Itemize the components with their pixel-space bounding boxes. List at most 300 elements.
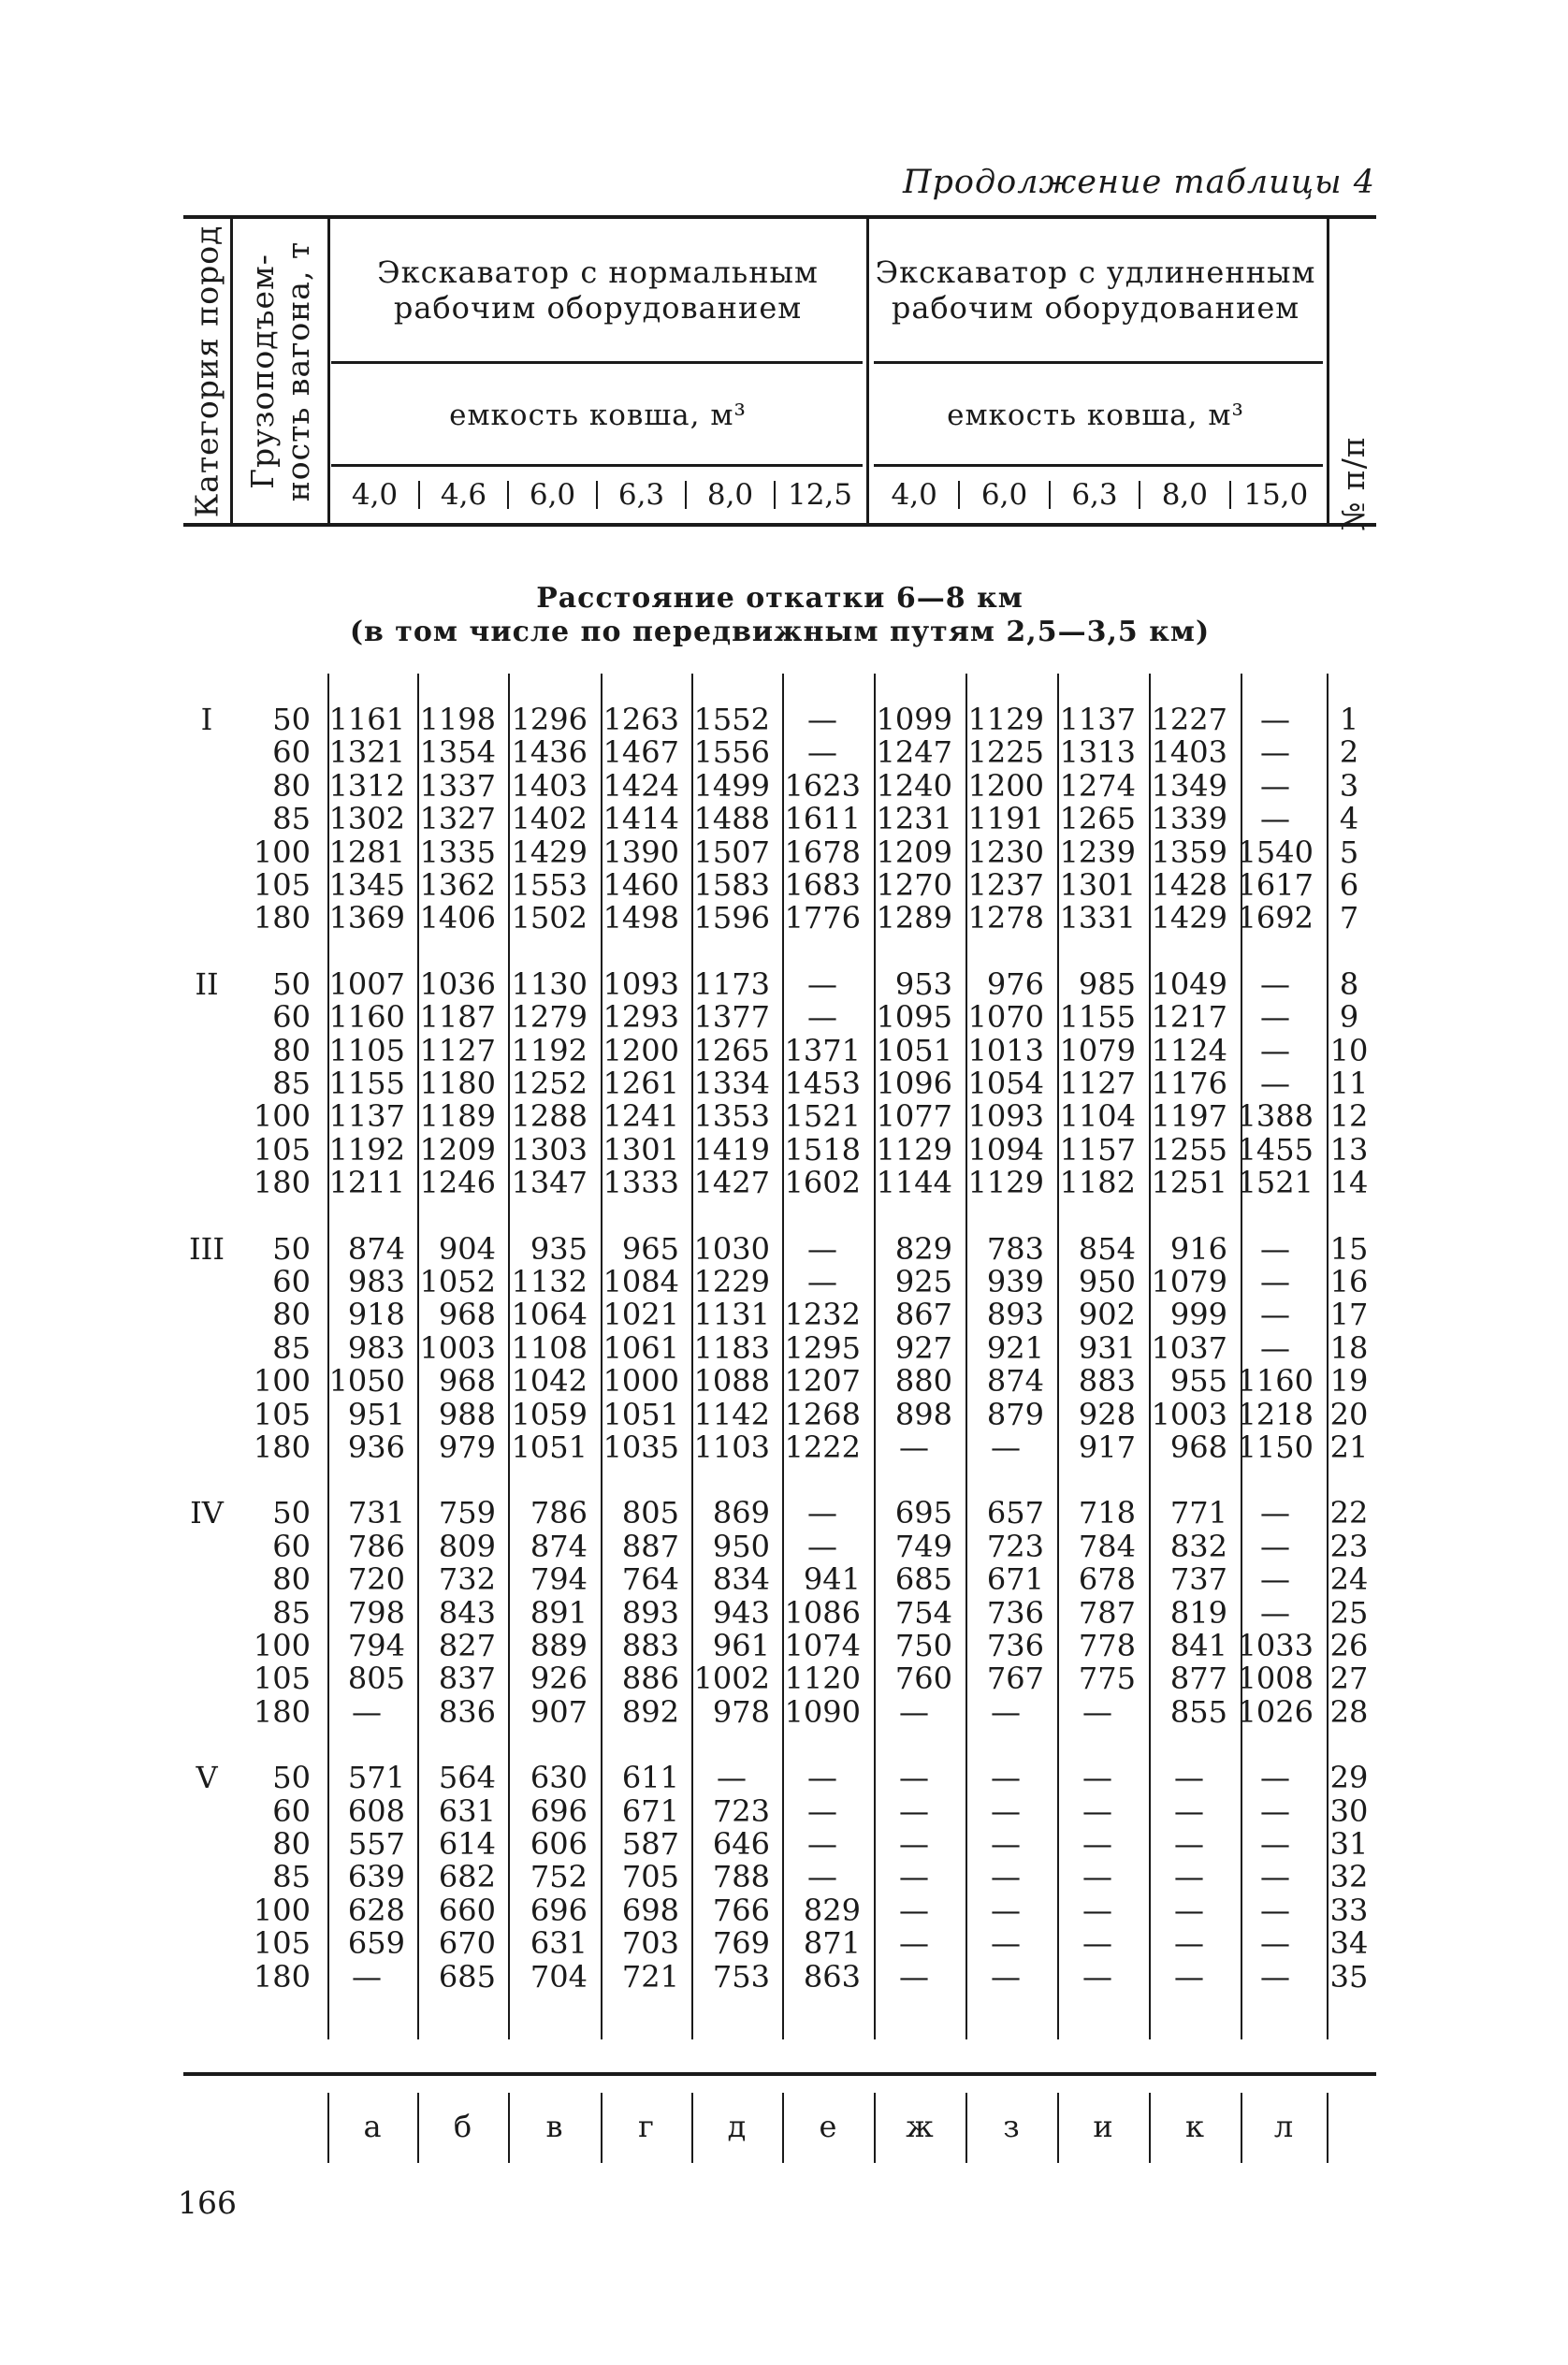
value-cell: 736 bbox=[986, 1594, 1044, 1631]
value-cell: — bbox=[1260, 801, 1290, 837]
value-cell: 639 bbox=[347, 1859, 405, 1895]
value-cell: 1295 bbox=[784, 1329, 861, 1366]
bucket-sizes-extended bbox=[870, 472, 1321, 518]
value-cell: 1453 bbox=[784, 1066, 861, 1101]
value-cell: 1349 bbox=[1151, 767, 1227, 804]
bucket-size: 4,6 bbox=[440, 478, 487, 512]
value-cell: 1678 bbox=[784, 834, 861, 870]
value-cell: 1455 bbox=[1237, 1131, 1314, 1168]
value-cell: 926 bbox=[530, 1661, 588, 1697]
value-cell: 1093 bbox=[603, 965, 679, 1002]
value-cell: 1099 bbox=[876, 702, 952, 737]
value-cell: 1222 bbox=[784, 1429, 861, 1465]
value-cell: 1173 bbox=[693, 965, 770, 1002]
value-cell: 1142 bbox=[693, 1396, 770, 1432]
value-cell: 1070 bbox=[967, 999, 1044, 1036]
value-cell: 685 bbox=[438, 1958, 496, 1995]
bucket-caption-extended: емкость ковша, м³ bbox=[947, 399, 1244, 432]
value-cell: — bbox=[991, 1429, 1021, 1465]
row-number: 20 bbox=[1329, 1396, 1369, 1432]
value-cell: 898 bbox=[894, 1396, 952, 1432]
value-cell: 1403 bbox=[1151, 734, 1227, 771]
value-cell: — bbox=[717, 1760, 747, 1796]
value-cell: 1507 bbox=[693, 834, 770, 870]
value-cell: 1127 bbox=[1059, 1066, 1136, 1101]
value-cell: 1051 bbox=[603, 1396, 679, 1432]
value-cell: 1225 bbox=[967, 734, 1044, 771]
capacity-cell: 85 bbox=[272, 1329, 311, 1366]
value-cell: 1200 bbox=[967, 767, 1044, 804]
value-cell: 1144 bbox=[876, 1165, 952, 1201]
value-cell: 854 bbox=[1078, 1230, 1136, 1267]
value-cell: 1108 bbox=[511, 1329, 588, 1366]
value-cell: 685 bbox=[894, 1561, 952, 1598]
value-cell: 1182 bbox=[1059, 1165, 1136, 1201]
value-cell: 1247 bbox=[876, 734, 952, 771]
value-cell: — bbox=[1174, 1792, 1204, 1829]
value-cell: 925 bbox=[894, 1264, 952, 1299]
value-cell: 1521 bbox=[784, 1098, 861, 1135]
value-cell: 1428 bbox=[1151, 867, 1227, 903]
row-number: 13 bbox=[1329, 1131, 1369, 1168]
value-cell: 1079 bbox=[1151, 1264, 1227, 1299]
value-cell: 1155 bbox=[1059, 999, 1136, 1036]
value-cell: 787 bbox=[1078, 1594, 1136, 1631]
value-cell: 1209 bbox=[876, 834, 952, 870]
value-cell: 983 bbox=[347, 1264, 405, 1299]
capacity-cell: 50 bbox=[272, 702, 311, 737]
value-cell: 794 bbox=[347, 1628, 405, 1663]
value-cell: 1129 bbox=[967, 702, 1044, 737]
value-cell: — bbox=[899, 1892, 929, 1928]
value-cell: 771 bbox=[1169, 1495, 1227, 1531]
value-cell: 671 bbox=[986, 1561, 1044, 1598]
value-cell: — bbox=[1260, 1528, 1290, 1564]
value-cell: 1026 bbox=[1237, 1693, 1314, 1730]
value-cell: — bbox=[1174, 1925, 1204, 1962]
value-cell: 1337 bbox=[419, 767, 496, 804]
value-cell: 1293 bbox=[603, 999, 679, 1036]
value-cell: — bbox=[807, 1528, 837, 1564]
capacity-cell: 105 bbox=[253, 1925, 311, 1962]
value-cell: 1033 bbox=[1237, 1628, 1314, 1663]
value-cell: 721 bbox=[621, 1958, 679, 1995]
value-cell: — bbox=[1260, 1230, 1290, 1267]
value-cell: 753 bbox=[712, 1958, 770, 1995]
value-cell: — bbox=[1260, 1032, 1290, 1068]
value-cell: — bbox=[807, 702, 837, 737]
value-cell: 1339 bbox=[1151, 801, 1227, 837]
value-cell: 1217 bbox=[1151, 999, 1227, 1036]
row-number: 19 bbox=[1329, 1363, 1369, 1400]
column-letter: л bbox=[1273, 2109, 1294, 2144]
value-cell: — bbox=[1260, 1297, 1290, 1333]
row-number: 23 bbox=[1329, 1528, 1369, 1564]
value-cell: 1037 bbox=[1151, 1329, 1227, 1366]
value-cell: 1251 bbox=[1151, 1165, 1227, 1201]
value-cell: 671 bbox=[621, 1792, 679, 1829]
capacity-cell: 60 bbox=[272, 999, 311, 1036]
bucket-size: 12,5 bbox=[787, 478, 853, 512]
column-letters bbox=[183, 2072, 1376, 2165]
value-cell: 1499 bbox=[693, 767, 770, 804]
value-cell: 788 bbox=[712, 1859, 770, 1895]
value-cell: 760 bbox=[894, 1661, 952, 1697]
value-cell: 893 bbox=[621, 1594, 679, 1631]
value-cell: 874 bbox=[986, 1363, 1044, 1400]
category-label: I bbox=[200, 702, 213, 737]
value-cell: 1390 bbox=[603, 834, 679, 870]
value-cell: 891 bbox=[530, 1594, 588, 1631]
value-cell: — bbox=[807, 1859, 837, 1895]
bucket-sizes-normal bbox=[331, 472, 864, 518]
value-cell: 646 bbox=[712, 1826, 770, 1862]
value-cell: 1552 bbox=[693, 702, 770, 737]
value-cell: 978 bbox=[712, 1693, 770, 1730]
value-cell: — bbox=[899, 1760, 929, 1796]
value-cell: 1436 bbox=[511, 734, 588, 771]
value-cell: — bbox=[1260, 702, 1290, 737]
value-cell: 1623 bbox=[784, 767, 861, 804]
value-cell: 941 bbox=[803, 1561, 861, 1598]
value-cell: 921 bbox=[986, 1329, 1044, 1366]
value-cell: 769 bbox=[712, 1925, 770, 1962]
value-cell: 1333 bbox=[603, 1165, 679, 1201]
capacity-cell: 85 bbox=[272, 1066, 311, 1101]
value-cell: — bbox=[1260, 1561, 1290, 1598]
category-label: II bbox=[195, 965, 219, 1002]
value-cell: 628 bbox=[347, 1892, 405, 1928]
value-cell: 883 bbox=[1078, 1363, 1136, 1400]
value-cell: 1209 bbox=[419, 1131, 496, 1168]
value-cell: 1227 bbox=[1151, 702, 1227, 737]
value-cell: — bbox=[1082, 1826, 1112, 1862]
value-cell: 1200 bbox=[603, 1032, 679, 1068]
bucket-size: 4,0 bbox=[351, 478, 399, 512]
bucket-size: 8,0 bbox=[706, 478, 754, 512]
row-number: 10 bbox=[1329, 1032, 1369, 1068]
value-cell: — bbox=[1174, 1958, 1204, 1995]
value-cell: 1137 bbox=[328, 1098, 405, 1135]
value-cell: — bbox=[991, 1892, 1021, 1928]
value-cell: — bbox=[991, 1760, 1021, 1796]
value-cell: — bbox=[1260, 1925, 1290, 1962]
value-cell: 1129 bbox=[967, 1165, 1044, 1201]
value-cell: 834 bbox=[712, 1561, 770, 1598]
value-cell: 1049 bbox=[1151, 965, 1227, 1002]
value-cell: — bbox=[1260, 1892, 1290, 1928]
value-cell: 880 bbox=[894, 1363, 952, 1400]
value-cell: 1427 bbox=[693, 1165, 770, 1201]
value-cell: 1241 bbox=[603, 1098, 679, 1135]
capacity-cell: 100 bbox=[253, 834, 311, 870]
value-cell: 965 bbox=[621, 1230, 679, 1267]
value-cell: — bbox=[899, 1859, 929, 1895]
column-letter: д bbox=[727, 2109, 747, 2144]
value-cell: 1274 bbox=[1059, 767, 1136, 804]
capacity-cell: 80 bbox=[272, 1032, 311, 1068]
value-cell: 1176 bbox=[1151, 1066, 1227, 1101]
row-number: 18 bbox=[1329, 1329, 1369, 1366]
value-cell: 1008 bbox=[1237, 1661, 1314, 1697]
value-cell: 705 bbox=[621, 1859, 679, 1895]
value-cell: 832 bbox=[1169, 1528, 1227, 1564]
table-body bbox=[183, 664, 1376, 2068]
value-cell: 1424 bbox=[603, 767, 679, 804]
value-cell: — bbox=[1260, 1495, 1290, 1531]
value-cell: 1252 bbox=[511, 1066, 588, 1101]
value-cell: 1021 bbox=[603, 1297, 679, 1333]
value-cell: 1077 bbox=[876, 1098, 952, 1135]
column-letter: ж bbox=[906, 2109, 934, 2144]
value-cell: 1232 bbox=[784, 1297, 861, 1333]
value-cell: 1296 bbox=[511, 702, 588, 737]
value-cell: 660 bbox=[438, 1892, 496, 1928]
value-cell: 1301 bbox=[1059, 867, 1136, 903]
group-extended: Экскаватор с удлиненным рабочим оборудованием bbox=[875, 254, 1316, 326]
value-cell: 1596 bbox=[693, 900, 770, 936]
value-cell: — bbox=[1174, 1826, 1204, 1862]
value-cell: 1088 bbox=[693, 1363, 770, 1400]
value-cell: — bbox=[1260, 1826, 1290, 1862]
value-cell: 606 bbox=[530, 1826, 588, 1862]
value-cell: 1183 bbox=[693, 1329, 770, 1366]
value-cell: 976 bbox=[986, 965, 1044, 1002]
value-cell: 968 bbox=[438, 1363, 496, 1400]
bucket-size: 6,3 bbox=[1071, 478, 1118, 512]
row-number: 22 bbox=[1329, 1495, 1369, 1531]
value-cell: — bbox=[807, 1495, 837, 1531]
column-letter: г bbox=[638, 2109, 654, 2144]
bucket-size: 8,0 bbox=[1161, 478, 1209, 512]
row-number: 32 bbox=[1329, 1859, 1369, 1895]
value-cell: 943 bbox=[712, 1594, 770, 1631]
row-number: 8 bbox=[1339, 965, 1359, 1002]
row-number: 5 bbox=[1339, 834, 1359, 870]
continuation-caption: Продолжение таблицы 4 bbox=[902, 164, 1375, 201]
value-cell: — bbox=[1082, 1859, 1112, 1895]
value-cell: 1540 bbox=[1237, 834, 1314, 870]
value-cell: — bbox=[1260, 1329, 1290, 1366]
value-cell: 798 bbox=[347, 1594, 405, 1631]
value-cell: — bbox=[1260, 1264, 1290, 1299]
value-cell: 950 bbox=[712, 1528, 770, 1564]
value-cell: 1030 bbox=[693, 1230, 770, 1267]
value-cell: — bbox=[991, 1958, 1021, 1995]
value-cell: — bbox=[807, 1230, 837, 1267]
value-cell: 837 bbox=[438, 1661, 496, 1697]
value-cell: 869 bbox=[712, 1495, 770, 1531]
value-cell: 678 bbox=[1078, 1561, 1136, 1598]
value-cell: 718 bbox=[1078, 1495, 1136, 1531]
value-cell: 1013 bbox=[967, 1032, 1044, 1068]
value-cell: — bbox=[899, 1792, 929, 1829]
value-cell: 1429 bbox=[511, 834, 588, 870]
value-cell: 764 bbox=[621, 1561, 679, 1598]
value-cell: 1052 bbox=[419, 1264, 496, 1299]
value-cell: 659 bbox=[347, 1925, 405, 1962]
value-cell: 766 bbox=[712, 1892, 770, 1928]
value-cell: 1303 bbox=[511, 1131, 588, 1168]
value-cell: 1095 bbox=[876, 999, 952, 1036]
value-cell: 935 bbox=[530, 1230, 588, 1267]
value-cell: 1377 bbox=[693, 999, 770, 1036]
value-cell: 759 bbox=[438, 1495, 496, 1531]
value-cell: 904 bbox=[438, 1230, 496, 1267]
value-cell: — bbox=[991, 1792, 1021, 1829]
value-cell: 1371 bbox=[784, 1032, 861, 1068]
value-cell: — bbox=[1174, 1892, 1204, 1928]
value-cell: — bbox=[1260, 1066, 1290, 1101]
value-cell: 1192 bbox=[511, 1032, 588, 1068]
value-cell: 1054 bbox=[967, 1066, 1044, 1101]
value-cell: 794 bbox=[530, 1561, 588, 1598]
value-cell: 887 bbox=[621, 1528, 679, 1564]
row-number: 17 bbox=[1329, 1297, 1369, 1333]
value-cell: 1007 bbox=[328, 965, 405, 1002]
bucket-size: 6,3 bbox=[617, 478, 665, 512]
value-cell: 1198 bbox=[419, 702, 496, 737]
value-cell: 874 bbox=[347, 1230, 405, 1267]
value-cell: 1347 bbox=[511, 1165, 588, 1201]
row-number: 12 bbox=[1329, 1098, 1369, 1135]
value-cell: 1003 bbox=[419, 1329, 496, 1366]
capacity-header: Грузоподъем- ность вагона, т bbox=[244, 240, 316, 501]
value-cell: — bbox=[352, 1958, 382, 1995]
value-cell: 1155 bbox=[328, 1066, 405, 1101]
column-letter: б bbox=[453, 2109, 472, 2144]
value-cell: 1553 bbox=[511, 867, 588, 903]
value-cell: 1197 bbox=[1151, 1098, 1227, 1135]
value-cell: 670 bbox=[438, 1925, 496, 1962]
value-cell: 855 bbox=[1169, 1693, 1227, 1730]
row-number: 30 bbox=[1329, 1792, 1369, 1829]
capacity-cell: 50 bbox=[272, 1760, 311, 1796]
value-cell: 1278 bbox=[967, 900, 1044, 936]
row-number: 25 bbox=[1329, 1594, 1369, 1631]
value-cell: — bbox=[1082, 1792, 1112, 1829]
capacity-cell: 60 bbox=[272, 1792, 311, 1829]
column-letter: в bbox=[545, 2109, 563, 2144]
value-cell: 1692 bbox=[1237, 900, 1314, 936]
value-cell: 786 bbox=[530, 1495, 588, 1531]
value-cell: 805 bbox=[347, 1661, 405, 1697]
value-cell: 841 bbox=[1169, 1628, 1227, 1663]
capacity-cell: 100 bbox=[253, 1363, 311, 1400]
value-cell: 737 bbox=[1169, 1561, 1227, 1598]
capacity-cell: 100 bbox=[253, 1892, 311, 1928]
value-cell: 893 bbox=[986, 1297, 1044, 1333]
value-cell: 1354 bbox=[419, 734, 496, 771]
value-cell: 1231 bbox=[876, 801, 952, 837]
value-cell: 1265 bbox=[1059, 801, 1136, 837]
value-cell: — bbox=[899, 1429, 929, 1465]
value-cell: 999 bbox=[1169, 1297, 1227, 1333]
column-letter: а bbox=[363, 2109, 382, 2144]
value-cell: 750 bbox=[894, 1628, 952, 1663]
value-cell: 695 bbox=[894, 1495, 952, 1531]
value-cell: 1498 bbox=[603, 900, 679, 936]
value-cell: 1353 bbox=[693, 1098, 770, 1135]
row-number: 14 bbox=[1329, 1165, 1369, 1201]
value-cell: 723 bbox=[712, 1792, 770, 1829]
value-cell: 1301 bbox=[603, 1131, 679, 1168]
value-cell: 1255 bbox=[1151, 1131, 1227, 1168]
value-cell: 1270 bbox=[876, 867, 952, 903]
value-cell: — bbox=[1082, 1958, 1112, 1995]
value-cell: 827 bbox=[438, 1628, 496, 1663]
value-cell: 1321 bbox=[328, 734, 405, 771]
value-cell: — bbox=[807, 999, 837, 1036]
bucket-caption-normal: емкость ковша, м³ bbox=[449, 399, 747, 432]
value-cell: 867 bbox=[894, 1297, 952, 1333]
value-cell: 1124 bbox=[1151, 1032, 1227, 1068]
value-cell: 863 bbox=[803, 1958, 861, 1995]
column-letter: е bbox=[819, 2109, 837, 2144]
value-cell: 1583 bbox=[693, 867, 770, 903]
value-cell: 1288 bbox=[511, 1098, 588, 1135]
value-cell: 1079 bbox=[1059, 1032, 1136, 1068]
capacity-cell: 50 bbox=[272, 965, 311, 1002]
row-number: 35 bbox=[1329, 1958, 1369, 1995]
value-cell: 614 bbox=[438, 1826, 496, 1862]
value-cell: 775 bbox=[1078, 1661, 1136, 1697]
value-cell: — bbox=[899, 1925, 929, 1962]
value-cell: 1059 bbox=[511, 1396, 588, 1432]
value-cell: 950 bbox=[1078, 1264, 1136, 1299]
row-number: 34 bbox=[1329, 1925, 1369, 1962]
capacity-cell: 105 bbox=[253, 1131, 311, 1168]
value-cell: — bbox=[1260, 1958, 1290, 1995]
value-cell: — bbox=[1174, 1760, 1204, 1796]
value-cell: 1211 bbox=[328, 1165, 405, 1201]
value-cell: 809 bbox=[438, 1528, 496, 1564]
capacity-cell: 60 bbox=[272, 1528, 311, 1564]
value-cell: 1000 bbox=[603, 1363, 679, 1400]
value-cell: 892 bbox=[621, 1693, 679, 1730]
value-cell: — bbox=[991, 1859, 1021, 1895]
value-cell: 988 bbox=[438, 1396, 496, 1432]
value-cell: 1335 bbox=[419, 834, 496, 870]
row-number: 11 bbox=[1329, 1066, 1369, 1101]
capacity-cell: 180 bbox=[253, 1429, 311, 1465]
value-cell: 1611 bbox=[784, 801, 861, 837]
value-cell: 1137 bbox=[1059, 702, 1136, 737]
value-cell: — bbox=[1260, 1859, 1290, 1895]
value-cell: 983 bbox=[347, 1329, 405, 1366]
value-cell: — bbox=[352, 1693, 382, 1730]
value-cell: 1207 bbox=[784, 1363, 861, 1400]
value-cell: 1160 bbox=[328, 999, 405, 1036]
table-header bbox=[183, 215, 1376, 531]
group-normal: Экскаватор с нормальным рабочим оборудованием bbox=[377, 254, 819, 326]
capacity-cell: 100 bbox=[253, 1628, 311, 1663]
value-cell: 1521 bbox=[1237, 1165, 1314, 1201]
capacity-cell: 105 bbox=[253, 867, 311, 903]
value-cell: 1002 bbox=[693, 1661, 770, 1697]
value-cell: 749 bbox=[894, 1528, 952, 1564]
value-cell: 1331 bbox=[1059, 900, 1136, 936]
value-cell: 720 bbox=[347, 1561, 405, 1598]
value-cell: 1094 bbox=[967, 1131, 1044, 1168]
value-cell: 1130 bbox=[511, 965, 588, 1002]
column-letter: к bbox=[1185, 2109, 1204, 2144]
value-cell: — bbox=[1260, 999, 1290, 1036]
value-cell: 1602 bbox=[784, 1165, 861, 1201]
value-cell: 1388 bbox=[1237, 1098, 1314, 1135]
value-cell: — bbox=[1260, 1792, 1290, 1829]
value-cell: 877 bbox=[1169, 1661, 1227, 1697]
